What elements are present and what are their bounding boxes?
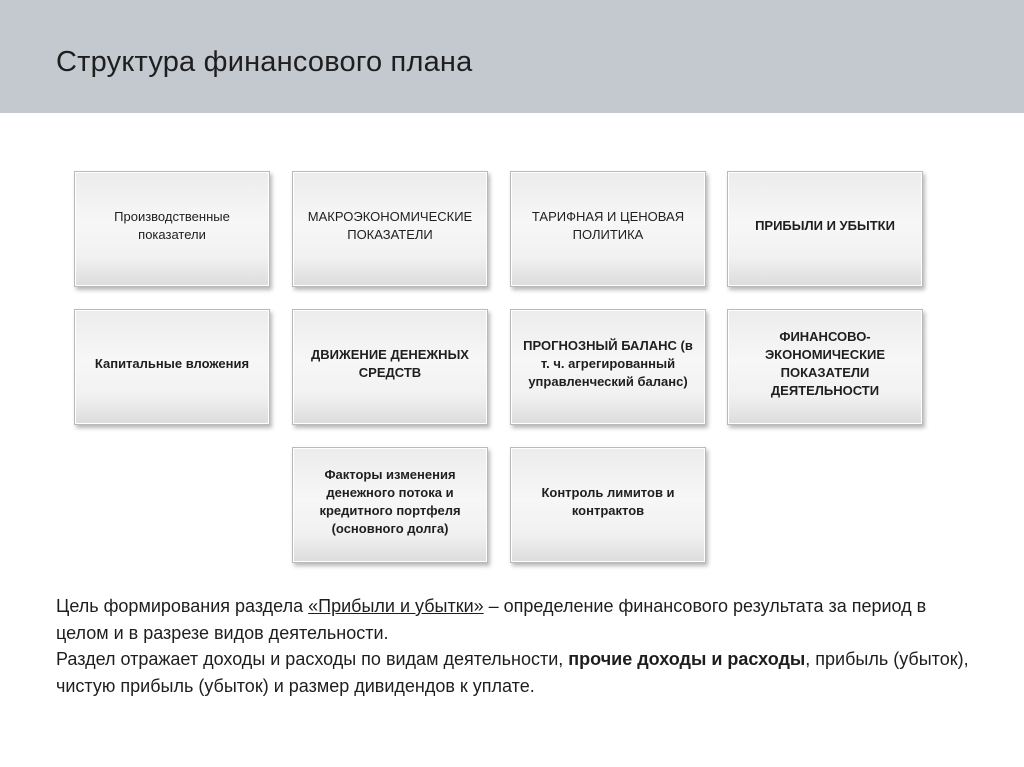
- emphasis-text: прочие доходы и расходы: [568, 649, 806, 669]
- card-macroeconomic-indicators: [292, 171, 488, 287]
- card-label: МАКРОЭКОНОМИЧЕСКИЕ ПОКАЗАТЕЛИ: [307, 209, 473, 242]
- card-financial-economic-indicators: [727, 309, 923, 425]
- slide-title: Структура финансового плана: [56, 46, 473, 78]
- card-label: Капитальные вложения: [94, 356, 250, 371]
- card-label: ПРИБЫЛИ И УБЫТКИ: [755, 218, 895, 233]
- card-cash-flow: [292, 309, 488, 425]
- card-label: Контроль лимитов и контрактов: [541, 485, 675, 518]
- paragraph-contents: [56, 646, 976, 699]
- card-production-indicators: [74, 171, 270, 287]
- paragraph-goal: [56, 593, 976, 646]
- card-label: ПРОГНОЗНЫЙ БАЛАНС (в т. ч. агрегированный управленческий баланс): [523, 338, 693, 389]
- card-profit-loss: [727, 171, 923, 287]
- text-segment: , прибыль (убыток), чистую прибыль (убыток) и размер дивидендов к уплате.: [56, 649, 969, 696]
- card-tariff-policy: [510, 171, 706, 287]
- text-segment: Цель формирования раздела: [56, 596, 309, 616]
- card-limits-control: [510, 447, 706, 563]
- card-forecast-balance: [510, 309, 706, 425]
- section-reference: «Прибыли и убытки»: [308, 596, 484, 616]
- card-capital-investments: [74, 309, 270, 425]
- card-label: ФИНАНСОВО-ЭКОНОМИЧЕСКИЕ ПОКАЗАТЕЛИ ДЕЯТЕЛЬНОСТИ: [764, 329, 886, 398]
- card-label: Производственные показатели: [114, 209, 230, 242]
- header-bar: [0, 0, 1024, 113]
- card-cash-flow-factors: [292, 447, 488, 563]
- text-segment: – определение финансового результата за период в целом и в разрезе видов деятельности.: [56, 596, 927, 643]
- card-label: ТАРИФНАЯ И ЦЕНОВАЯ ПОЛИТИКА: [531, 209, 685, 242]
- text-segment: Раздел отражает доходы и расходы по видам деятельности,: [56, 649, 569, 669]
- card-label: ДВИЖЕНИЕ ДЕНЕЖНЫХ СРЕДСТВ: [311, 347, 469, 380]
- description-text: [56, 593, 976, 699]
- card-label: Факторы изменения денежного потока и кредитного портфеля (основного долга): [319, 467, 461, 536]
